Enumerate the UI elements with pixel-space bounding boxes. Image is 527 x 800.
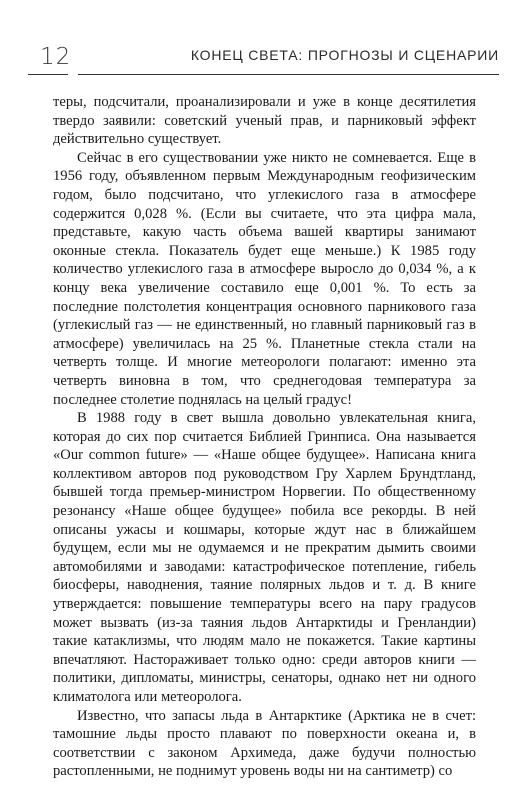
running-title: КОНЕЦ СВЕТА: ПРОГНОЗЫ И СЦЕНАРИИ (190, 47, 499, 63)
page-header (0, 44, 527, 80)
paragraph-continuation: теры, подсчитали, проанализировали и уже в конце десятилетия твердо заявили: советский ученый прав, и парниковый эффект действительно существует. (53, 94, 476, 148)
paragraph: В 1988 году в свет вышла довольно увлекательная книга, которая до сих пор считается Библией Гринписа. Она называется «Our common future» — «Наше общее будущее». Написана книга коллективом авторов под руководством Гру Харлем Брундтланд, бывшей тогда премьер-министром Норвегии. По общественному резонансу «Наше общее будущее» побила все рекорды. В ней описаны ужасы и кошмары, которые ждут нас в ближайшем будущем, если мы не одумаемся и не прекратим дымить своими автомобилями и заводами: катастрофическое потепление, гибель биосферы, наводнения, таяние полярных льдов и т. д. В книге утверждается: повышение температуры всего на пару градусов может вызвать (из-за таяния льдов Антарктиды и Гренландии) такие катаклизмы, что людям мало не покажется. Такие картины впечатляют. Настораживает только одно: среди авторов книги — политики, дипломаты, министры, сенаторы, однако нет ни одного климатолога или метеоролога. (53, 410, 476, 705)
page-body (53, 93, 476, 781)
paragraph: Сейчас в его существовании уже никто не сомневается. Еще в 1956 году, объявленном первым Международным геофизическим годом, было подсчитано, что углекислого газа в атмосфере содержится 0,028 %. (Если вы считаете, что эта цифра мала, представьте, какую часть объема вашей квартиры занимают оконные стекла. Показатель будет еще меньше.) К 1985 году количество углекислого газа в атмосфере выросло до 0,034 %, а к концу века увеличение составило еще 0,001 %. То есть за последние полстолетия концентрация основного парникового газа (углекислый газ — не единственный, но главный парниковый газ в атмосфере) увеличилась на 25 %. Планетные стекла стали на четверть толще. И многие метеорологи полагают: именно эта четверть виновна в том, что среднегодовая температура за последнее столетие поднялась на целый градус! (53, 149, 476, 408)
paragraph: Известно, что запасы льда в Антарктике (Арктика не в счет: тамошние льды просто плавают по поверхности океана и, в соответствии с законом Архимеда, даже будучи полностью растопленными, не поднимут уровень воды ни на сантиметр) со (53, 707, 476, 780)
header-rule-left (28, 74, 68, 75)
page-number: 12 (40, 44, 72, 70)
header-rule (78, 74, 499, 75)
